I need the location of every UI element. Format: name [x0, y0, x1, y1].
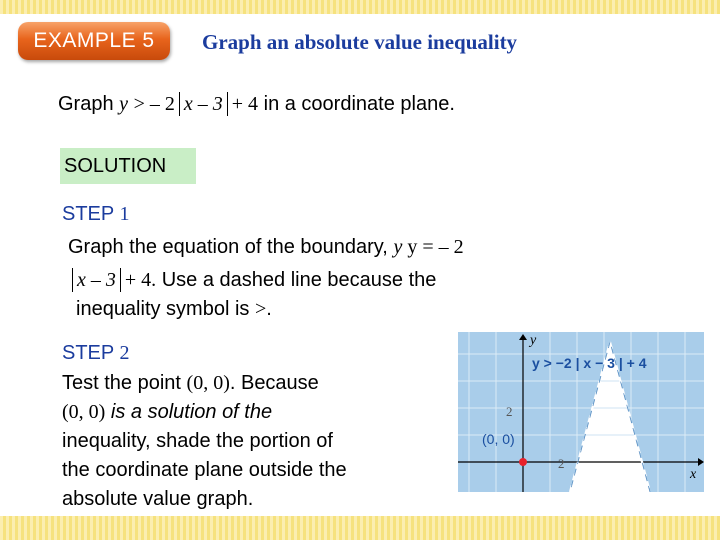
step2-number: 2: [119, 342, 130, 364]
bottom-decorative-stripe: [0, 516, 720, 540]
inequality-graph: [458, 332, 704, 492]
step1-word: STEP: [62, 203, 114, 225]
step2-word: STEP: [62, 342, 114, 364]
graph-equation-label: y > −2 | x − 3 | + 4: [532, 355, 647, 371]
step1-line3: [76, 298, 272, 321]
step1-line2-text: Use a dashed line because the: [161, 269, 437, 291]
step1-line3-end: .: [266, 298, 272, 320]
example-badge: [18, 22, 170, 60]
step1-number: 1: [119, 203, 130, 225]
step2-line1-end: . Because: [229, 372, 319, 394]
step2-line3: inequality, shade the portion of: [62, 430, 333, 452]
abs-bar-left-2: [72, 268, 73, 292]
step2-line1-point: (0, 0): [186, 372, 230, 394]
problem-x-expr: x – 3: [183, 93, 223, 115]
example-title: Graph an absolute value inequality: [202, 30, 518, 54]
step2-title: [62, 342, 129, 365]
problem-plus: + 4: [231, 93, 259, 115]
step1-line3-text: inequality symbol is: [76, 298, 250, 320]
step1-eq-rest: y = – 2: [407, 236, 464, 258]
step1-line2-expr: x – 3: [77, 269, 116, 291]
step2-line2-point: (0, 0): [62, 401, 106, 423]
abs-bar-right-2: [120, 268, 121, 292]
step1-line3-symbol: >: [254, 298, 267, 320]
abs-bar-left: [179, 92, 180, 116]
step2-line2-text: is a solution of the: [110, 401, 273, 423]
solution-label: [60, 148, 196, 184]
step2-line2: [62, 401, 272, 424]
problem-y: y: [119, 93, 129, 115]
top-decorative-stripe: [0, 0, 720, 14]
x-tick-label: 2: [558, 456, 565, 471]
x-axis-label: x: [690, 467, 697, 482]
test-point-marker: [519, 458, 527, 466]
example-badge-label: EXAMPLE 5: [33, 29, 155, 52]
abs-bar-right: [227, 92, 228, 116]
problem-statement: [58, 92, 455, 116]
step2-line1-text: Test the point: [62, 372, 181, 394]
step2-line4: the coordinate plane outside the: [62, 459, 347, 481]
step1-line1: [68, 236, 464, 259]
step1-title: [62, 203, 129, 226]
problem-prefix: Graph: [58, 93, 114, 115]
step1-line1-text: Graph the equation of the boundary,: [68, 236, 388, 258]
step2-line5: absolute value graph.: [62, 488, 254, 510]
test-point-label: (0, 0): [482, 431, 515, 447]
y-axis-label: y: [530, 333, 537, 348]
solution-label-text: SOLUTION: [64, 154, 167, 177]
step1-line2: [68, 268, 436, 292]
problem-relation: > – 2: [133, 93, 175, 115]
step2-line1: [62, 372, 319, 395]
y-tick-label: 2: [506, 404, 513, 419]
step1-line2-plus: + 4.: [124, 269, 157, 291]
problem-suffix: in a coordinate plane.: [263, 93, 455, 115]
step1-line1-eq: y y = – 2: [393, 236, 464, 258]
